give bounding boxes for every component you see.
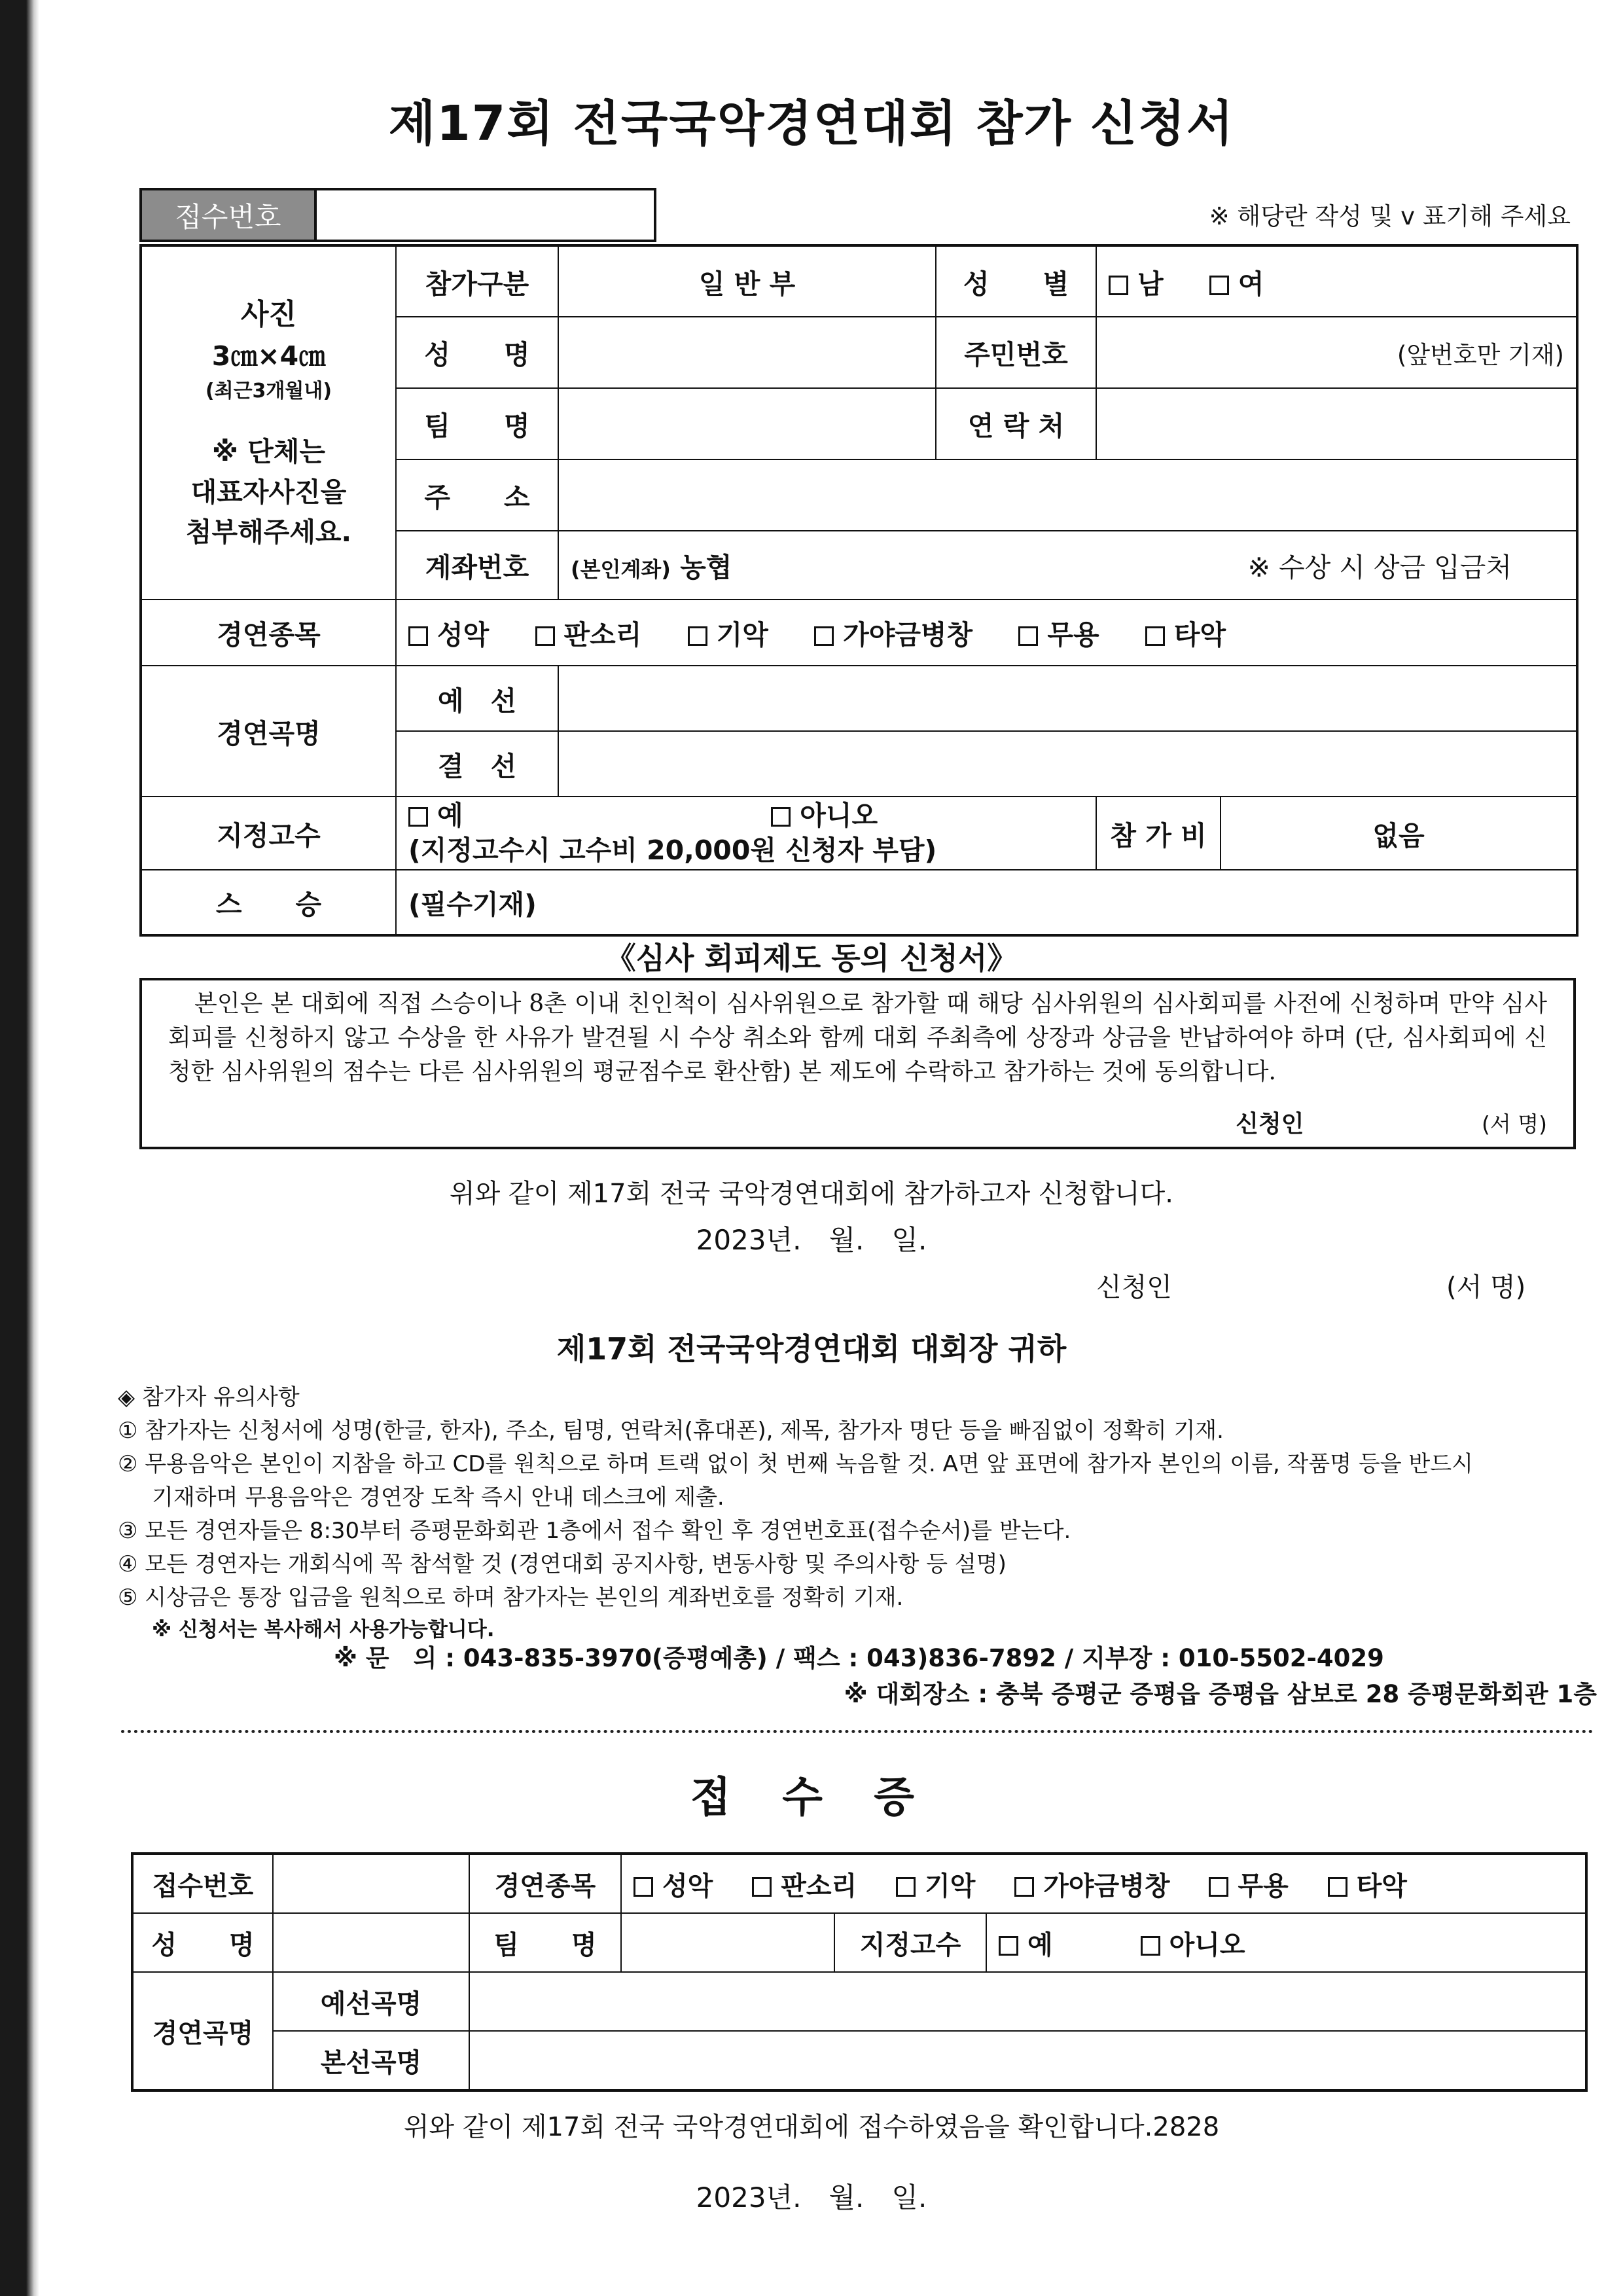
checkbox[interactable] — [771, 807, 791, 827]
receipt-prelim-label: 예선곡명 — [273, 1972, 469, 2031]
checkbox[interactable] — [633, 1877, 653, 1897]
photo-group-note-2: 대표자사진을 — [190, 476, 347, 508]
receipt-piece-label: 경연곡명 — [132, 1972, 273, 2090]
team-label: 팀 명 — [396, 388, 558, 459]
option-label: 가야금병창 — [843, 619, 973, 651]
male-checkbox[interactable] — [1109, 276, 1128, 295]
note-item: 기재하며 무용음악은 경연장 도착 즉시 안내 데스크에 제출. — [152, 1484, 724, 1511]
note-item: ① 참가자는 신청서에 성명(한글, 한자), 주소, 팀명, 연락처(휴대폰), 제목, 참가자 명단 등을 빠짐없이 정확히 기재. — [118, 1418, 1224, 1444]
option-label: 가야금병창 — [1043, 1871, 1170, 1901]
name-field[interactable] — [558, 317, 936, 388]
account-label: 계좌번호 — [396, 531, 558, 600]
photo-group-note-1: ※ 단체는 — [212, 436, 325, 467]
event-label: 경연종목 — [141, 600, 396, 666]
option-label: 예 — [1027, 1929, 1053, 1960]
receipt-number-field[interactable] — [273, 1854, 469, 1913]
event-option-dance[interactable] — [1018, 619, 1099, 651]
applicant-sign-row — [1096, 1266, 1526, 1304]
receipt-event-option[interactable] — [1328, 1871, 1407, 1901]
applicant-label: 신청인 — [1096, 1272, 1172, 1302]
receipt-title: 접 수 증 — [690, 1774, 933, 1822]
declaration: 위와 같이 제17회 전국 국악경연대회에 참가하고자 신청합니다. — [450, 1179, 1173, 1209]
receipt-number-label: 접수번호 — [132, 1854, 273, 1913]
fill-note: ※ 해당란 작성 및 v 표기해 주세요 — [1209, 202, 1571, 230]
scan-edge — [0, 0, 39, 2296]
agreement-text: 본인은 본 대회에 직접 스승이나 8촌 이내 친인척이 심사위원으로 참가할 때 해당 심사위원의 심사회피를 사전에 신청하며 만약 심사회피를 신청하지 않고 수상을 한 사유가 발견될 시 수상 취소와 함께 대회 주최측에 상장과 상금을 반납하여야 하며 (단, 심사회피에 신청한 심사위원의 점수는 다른 심사위원의 평균점수로 환산함) 본 제도에 수락하고 참가하는 것에 동의합니다. — [168, 990, 1547, 1086]
photo-group-note-3: 첨부해주세요. — [185, 516, 352, 548]
note-item: ② 무용음악은 본인이 지참을 하고 CD를 원칙으로 하며 트랙 없이 첫 번째 녹음할 것. A면 앞 표면에 참가자 본인의 이름, 작품명 등을 반드시 — [118, 1451, 1473, 1477]
prelim-field[interactable] — [558, 666, 1577, 731]
photo-recent: (최근3개월내) — [205, 380, 332, 403]
checkbox[interactable] — [1141, 1936, 1160, 1956]
receipt-event-option[interactable] — [633, 1871, 713, 1901]
fee-value: 없음 — [1221, 797, 1577, 870]
contact-info: ※ 문 의 : 043-835-3970(증평예총) / 팩스 : 043)836-7892 / 지부장 : 010-5502-4029 — [334, 1644, 1384, 1672]
option-label: 무용 — [1047, 619, 1099, 651]
event-option-pansori[interactable] — [535, 619, 642, 651]
receipt-drummer-options — [986, 1913, 1586, 1972]
receipt-number-field[interactable] — [317, 190, 654, 240]
gender-female-option[interactable] — [1209, 268, 1264, 300]
category-value: 일 반 부 — [558, 245, 936, 317]
gender-male-option[interactable] — [1109, 268, 1164, 300]
account-prefix: (본인계좌) — [571, 557, 671, 582]
address-field[interactable] — [558, 459, 1577, 531]
option-label: 아니오 — [1169, 1929, 1245, 1960]
checkbox[interactable] — [688, 626, 707, 646]
venue-info: ※ 대회장소 : 충북 증평군 증평읍 증평읍 삼보로 28 증평문화회관 1층 — [844, 1680, 1597, 1708]
drummer-label: 지정고수 — [141, 797, 396, 870]
agreement-sign-row — [1236, 1107, 1547, 1141]
event-option-gayageum[interactable] — [814, 619, 972, 651]
agreement-title-text: 《심사 회피제도 동의 신청서》 — [597, 941, 1027, 976]
checkbox[interactable] — [408, 807, 428, 827]
receipt-final-field[interactable] — [469, 2031, 1586, 2090]
receipt-event-options — [621, 1854, 1586, 1913]
option-label: 타악 — [1173, 619, 1226, 651]
page-title: 제17회 전국국악경연대회 참가 신청서 — [388, 96, 1235, 152]
application-table — [139, 244, 1578, 937]
teacher-note: (필수기재) — [408, 889, 537, 920]
receipt-name-label: 성 명 — [132, 1913, 273, 1972]
receipt-drummer-yes[interactable] — [999, 1930, 1053, 1960]
copy-note: ※ 신청서는 복사해서 사용가능합니다. — [152, 1618, 495, 1641]
category-label: 참가구분 — [396, 245, 558, 317]
event-option-instrumental[interactable] — [688, 619, 768, 651]
receipt-event-option[interactable] — [1014, 1871, 1169, 1901]
receipt-drummer-no[interactable] — [1141, 1930, 1245, 1960]
note-item: ③ 모든 경연자들은 8:30부터 증평문화회관 1층에서 접수 확인 후 경연번호표(접수순서)를 받는다. — [118, 1518, 1071, 1544]
final-label: 결 선 — [396, 731, 558, 797]
receipt-event-option[interactable] — [752, 1871, 857, 1901]
gender-options — [1096, 245, 1577, 317]
checkbox[interactable] — [814, 626, 834, 646]
agreement-title — [0, 935, 1623, 978]
address-label: 주 소 — [396, 459, 558, 531]
option-label: 성악 — [662, 1871, 713, 1901]
receipt-team-field[interactable] — [621, 1913, 834, 1972]
piece-label: 경연곡명 — [141, 666, 396, 797]
notes-section — [118, 1381, 1597, 1645]
note-item: ④ 모든 경연자는 개회식에 꼭 참석할 것 (경연대회 공지사항, 변동사항 및 주의사항 등 설명) — [118, 1551, 1007, 1577]
photo-size: 3㎝×4㎝ — [211, 340, 326, 372]
receipt-drummer-label: 지정고수 — [834, 1913, 986, 1972]
teacher-field[interactable] — [396, 870, 1577, 935]
id-hint: (앞번호만 기재) — [1397, 340, 1564, 369]
option-label: 타악 — [1356, 1871, 1407, 1901]
option-label: 기악 — [925, 1871, 976, 1901]
male-label: 남 — [1137, 268, 1164, 300]
name-label: 성 명 — [396, 317, 558, 388]
final-field[interactable] — [558, 731, 1577, 797]
checkbox[interactable] — [999, 1936, 1018, 1956]
receipt-event-option[interactable] — [1209, 1871, 1288, 1901]
receipt-confirm: 위와 같이 제17회 전국 국악경연대회에 접수하였음을 확인합니다.2828 — [403, 2112, 1220, 2142]
drummer-options — [396, 797, 1096, 870]
receipt-prelim-field[interactable] — [469, 1972, 1586, 2031]
option-label: 기악 — [716, 619, 768, 651]
photo-area[interactable] — [141, 245, 396, 600]
receipt-name-field[interactable] — [273, 1913, 469, 1972]
checkbox[interactable] — [1145, 626, 1165, 646]
photo-title: 사진 — [240, 297, 296, 331]
receipt-event-option[interactable] — [896, 1871, 975, 1901]
agreement-applicant: 신청인 — [1236, 1110, 1304, 1138]
option-label: 판소리 — [563, 619, 642, 651]
option-label: 예 — [437, 799, 463, 831]
notes-header: ◈ 참가자 유의사항 — [118, 1384, 300, 1410]
applicant-sign[interactable]: (서 명) — [1446, 1272, 1526, 1302]
female-label: 여 — [1238, 268, 1264, 300]
checkbox[interactable] — [752, 1877, 772, 1897]
receipt-number-box — [139, 188, 656, 242]
addressee: 제17회 전국국악경연대회 대회장 귀하 — [556, 1331, 1067, 1367]
contact-field[interactable] — [1096, 388, 1577, 459]
application-date: 2023년. 월. 일. — [696, 1224, 927, 1256]
checkbox[interactable] — [896, 1877, 916, 1897]
note-item: ⑤ 시상금은 통장 입금을 원칙으로 하며 참가자는 본인의 계좌번호를 정확히 기재. — [118, 1585, 904, 1611]
event-option-vocal[interactable] — [408, 619, 489, 651]
fee-label: 참 가 비 — [1096, 797, 1221, 870]
cut-line — [121, 1730, 1594, 1733]
receipt-number-label: 접수번호 — [142, 190, 317, 240]
checkbox[interactable] — [1209, 1877, 1228, 1897]
teacher-label: 스 승 — [141, 870, 396, 935]
receipt-final-label: 본선곡명 — [273, 2031, 469, 2090]
event-option-percussion[interactable] — [1145, 619, 1226, 651]
account-bank: 농협 — [680, 552, 732, 583]
prelim-label: 예 선 — [396, 666, 558, 731]
checkbox[interactable] — [408, 626, 428, 646]
account-note: ※ 수상 시 상금 입금처 — [1247, 552, 1512, 583]
checkbox[interactable] — [535, 626, 555, 646]
option-label: 무용 — [1238, 1871, 1289, 1901]
option-label: 성악 — [437, 619, 490, 651]
receipt-date: 2023년. 월. 일. — [696, 2181, 927, 2214]
option-label: 판소리 — [781, 1871, 857, 1901]
checkbox[interactable] — [1328, 1877, 1347, 1897]
event-options — [396, 600, 1577, 666]
team-field[interactable] — [558, 388, 936, 459]
checkbox[interactable] — [1018, 626, 1038, 646]
receipt-event-label: 경연종목 — [469, 1854, 621, 1913]
checkbox[interactable] — [1014, 1877, 1034, 1897]
drummer-no-option[interactable] — [771, 800, 878, 831]
drummer-note: (지정고수시 고수비 20,000원 신청자 부담) — [408, 834, 937, 866]
id-label: 주민번호 — [936, 317, 1096, 388]
option-label: 아니오 — [800, 799, 878, 831]
contact-label: 연 락 처 — [936, 388, 1096, 459]
id-field[interactable] — [1096, 317, 1577, 388]
female-checkbox[interactable] — [1209, 276, 1229, 295]
gender-label: 성 별 — [936, 245, 1096, 317]
agreement-box — [139, 978, 1576, 1149]
receipt-team-label: 팀 명 — [469, 1913, 621, 1972]
account-field[interactable] — [558, 531, 1577, 600]
receipt-table — [131, 1852, 1588, 2092]
drummer-yes-option[interactable] — [408, 798, 762, 833]
agreement-sign[interactable]: (서 명) — [1482, 1111, 1547, 1137]
